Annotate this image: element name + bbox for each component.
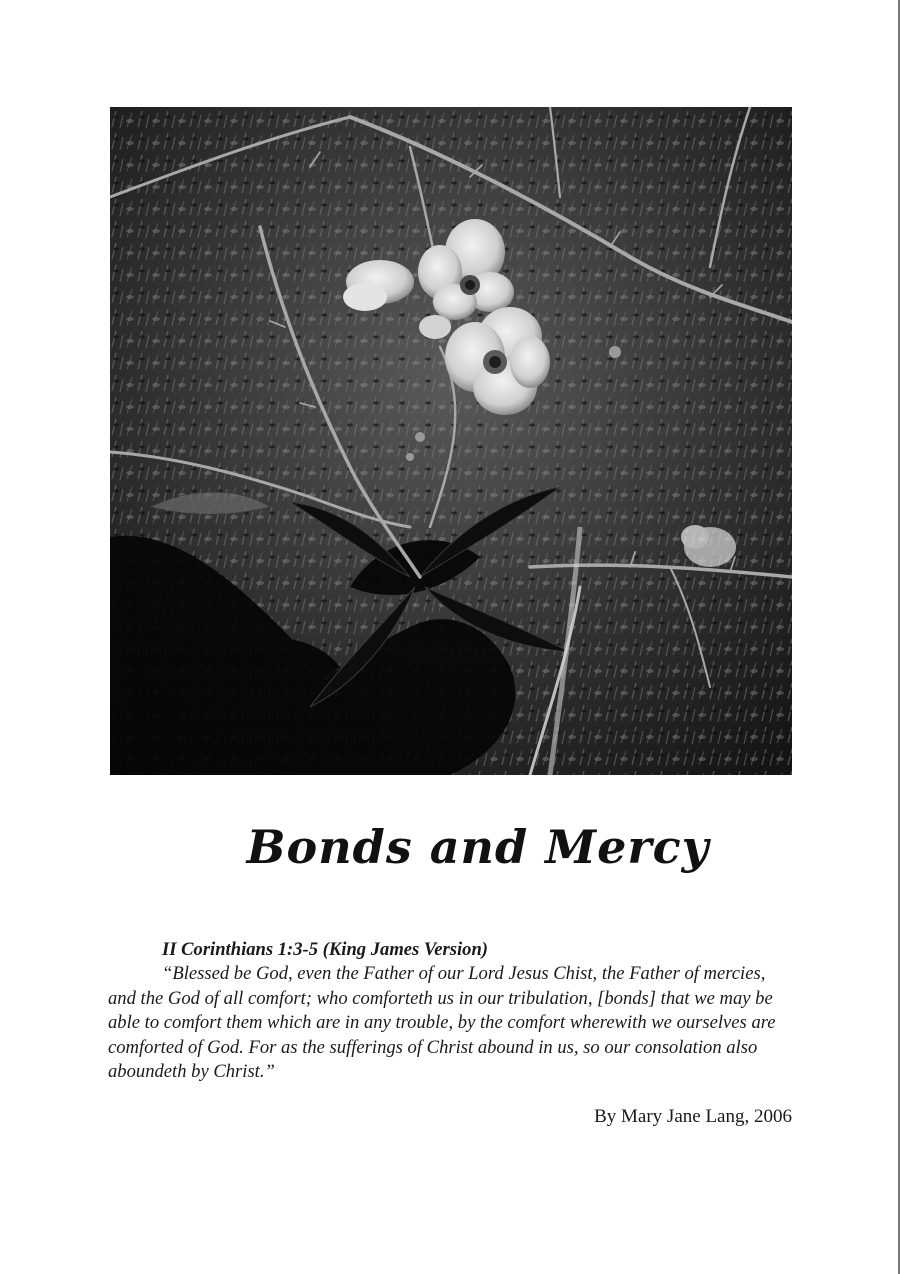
author-byline: By Mary Jane Lang, 2006 (594, 1106, 792, 1127)
scripture-verse: “Blessed be God, even the Father of our Lord Jesus Chist, the Father of mercies, and the God of all comfort; who comforteth us in our tribulation, [bonds] that we may be able to comfort them which are in any trouble, by the comfort wherewith we ourselves are comforted of God. For as the sufferings of Christ abound in us, so our consolation also aboundeth by Christ.” (108, 963, 776, 1083)
cover-photo (110, 107, 792, 775)
flower-photo-illustration (110, 107, 792, 775)
scripture-reference: II Corinthians 1:3-5 (King James Version) (162, 939, 488, 960)
document-title: Bonds and Mercy (246, 820, 710, 874)
scripture-block (108, 938, 794, 1084)
